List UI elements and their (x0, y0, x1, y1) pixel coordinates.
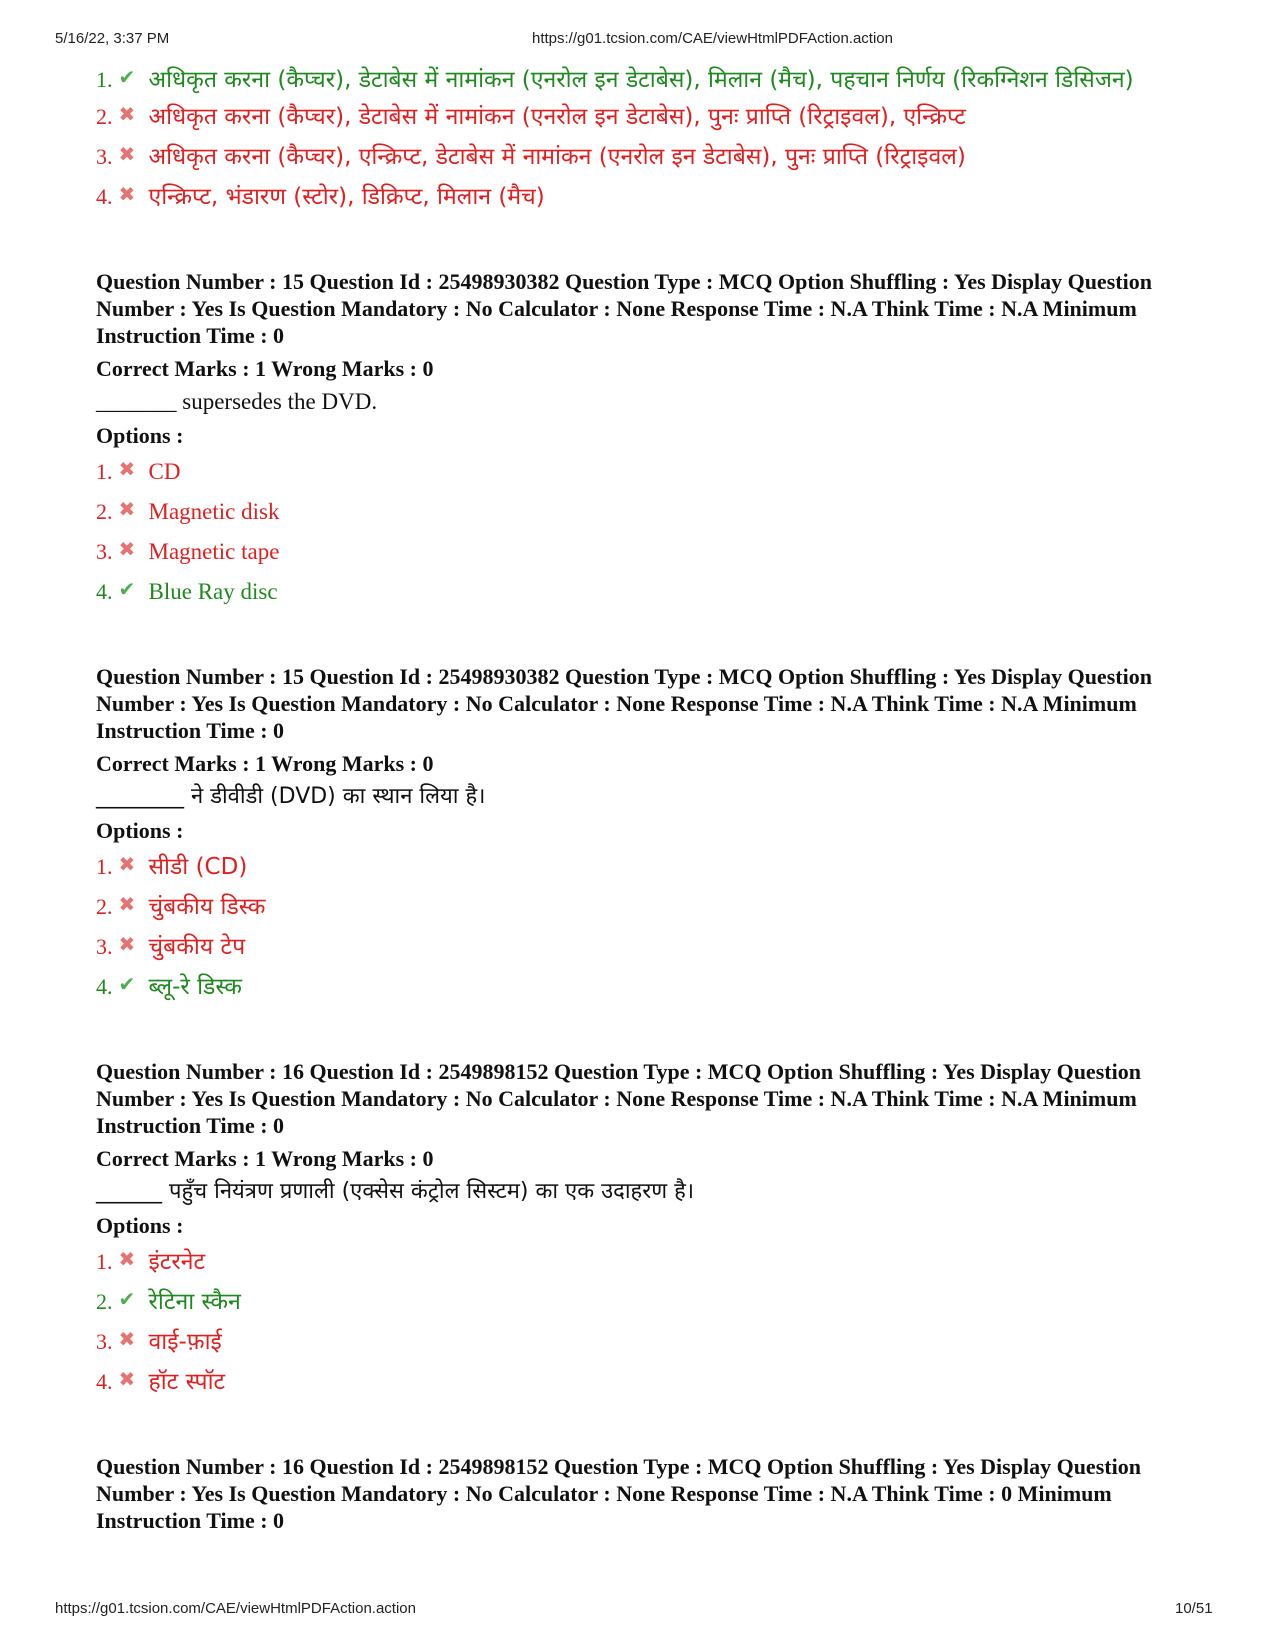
option-row (96, 926, 1206, 966)
option-number: 3. (96, 934, 113, 959)
option-number: 3. (96, 144, 113, 169)
option-text: इंटरनेट (148, 1249, 206, 1275)
option-row (96, 451, 1206, 491)
cross-icon: ✖ (118, 854, 136, 876)
cross-icon: ✖ (118, 1369, 136, 1391)
option-text: CD (148, 459, 181, 484)
option-row (96, 1241, 1206, 1281)
option-number: 1. (96, 67, 113, 92)
option-text: अधिकृत करना (कैप्चर), डेटाबेस में नामांकन (एनरोल इन डेटाबेस), मिलान (मैच), पहचान निर्णय (रिकग्निशन डिसिजन) (148, 67, 1134, 93)
option-number: 4. (96, 1369, 113, 1394)
option-row (96, 491, 1206, 531)
option-number: 2. (96, 499, 113, 524)
cross-icon: ✖ (118, 1329, 136, 1351)
question-marks: Correct Marks : 1 Wrong Marks : 0 (96, 751, 434, 776)
question-block (96, 268, 1206, 611)
option-number: 2. (96, 1289, 113, 1314)
question-meta: Question Number : 16 Question Id : 2549898152 Question Type : MCQ Option Shuffling : Yes Display Question Number : Yes Is Question Mandatory : No Calculator : None Response Time : N.A Think Time : 0 Minimum Instruction Time : 0 (96, 1454, 1141, 1533)
cross-icon: ✖ (118, 539, 136, 561)
cross-icon: ✖ (118, 459, 136, 481)
cross-icon: ✖ (118, 1249, 136, 1271)
option-text: अधिकृत करना (कैप्चर), डेटाबेस में नामांकन (एनरोल इन डेटाबेस), पुनः प्राप्ति (रिट्राइवल), एन्क्रिप्ट (148, 104, 966, 130)
option-number: 3. (96, 1329, 113, 1354)
question-meta: Question Number : 15 Question Id : 25498930382 Question Type : MCQ Option Shuffling : Yes Display Question Number : Yes Is Question Mandatory : No Calculator : None Response Time : N.A Think Time : N.A Minimum Instruction Time : 0 (96, 664, 1152, 743)
option-number: 4. (96, 184, 113, 209)
option-number: 4. (96, 974, 113, 999)
option-row (96, 966, 1206, 1006)
option-row (96, 846, 1206, 886)
options-label: Options : (96, 818, 184, 843)
option-row (96, 58, 1206, 96)
question-text: ________ ने डीवीडी (DVD) का स्थान लिया है। (96, 784, 486, 809)
question-text: ______ पहुँच नियंत्रण प्रणाली (एक्सेस कंट्रोल सिस्टम) का एक उदाहरण है। (96, 1179, 695, 1204)
option-number: 3. (96, 539, 113, 564)
print-url: https://g01.tcsion.com/CAE/viewHtmlPDFAction.action (532, 30, 893, 47)
option-number: 4. (96, 579, 113, 604)
option-text: चुंबकीय टेप (148, 934, 246, 960)
option-number: 2. (96, 894, 113, 919)
option-text: ब्लू-रे डिस्क (148, 974, 242, 1000)
option-row (96, 136, 1206, 176)
question-block (96, 1058, 1206, 1401)
option-text: Magnetic tape (148, 539, 280, 564)
option-row (96, 1281, 1206, 1321)
option-row (96, 571, 1206, 611)
question-marks: Correct Marks : 1 Wrong Marks : 0 (96, 1146, 434, 1171)
question-meta: Question Number : 16 Question Id : 2549898152 Question Type : MCQ Option Shuffling : Yes Display Question Number : Yes Is Question Mandatory : No Calculator : None Response Time : N.A Think Time : N.A Minimum Instruction Time : 0 (96, 1059, 1141, 1138)
print-datetime: 5/16/22, 3:37 PM (55, 30, 170, 47)
check-icon: ✔ (118, 1289, 136, 1311)
option-number: 1. (96, 854, 113, 879)
option-text: अधिकृत करना (कैप्चर), एन्क्रिप्ट, डेटाबेस में नामांकन (एनरोल इन डेटाबेस), पुनः प्राप्ति (रिट्राइवल) (148, 144, 966, 170)
option-text: Magnetic disk (148, 499, 280, 524)
question-meta: Question Number : 15 Question Id : 25498930382 Question Type : MCQ Option Shuffling : Yes Display Question Number : Yes Is Question Mandatory : No Calculator : None Response Time : N.A Think Time : N.A Minimum Instruction Time : 0 (96, 269, 1152, 348)
cross-icon: ✖ (118, 894, 136, 916)
option-text: सीडी (CD) (148, 854, 248, 880)
cross-icon: ✖ (118, 144, 136, 166)
option-text: Blue Ray disc (148, 579, 278, 604)
option-row (96, 176, 1206, 216)
option-text: वाई-फ़ाई (148, 1329, 222, 1355)
options-label: Options : (96, 1213, 184, 1238)
question-text: _______ supersedes the DVD. (96, 389, 378, 414)
option-text: रेटिना स्कैन (148, 1289, 241, 1315)
question-block (96, 663, 1206, 1006)
option-row (96, 886, 1206, 926)
check-icon: ✔ (118, 579, 136, 601)
option-row (96, 531, 1206, 571)
options-label: Options : (96, 423, 184, 448)
option-number: 1. (96, 1249, 113, 1274)
previous-question-options (96, 58, 1206, 216)
check-icon: ✔ (118, 67, 136, 89)
option-text: एन्क्रिप्ट, भंडारण (स्टोर), डिक्रिप्ट, मिलान (मैच) (148, 184, 545, 210)
question-block (96, 1453, 1206, 1534)
option-number: 2. (96, 104, 113, 129)
option-row (96, 1361, 1206, 1401)
cross-icon: ✖ (118, 184, 136, 206)
option-row (96, 96, 1206, 136)
page-number: 10/51 (1175, 1600, 1213, 1617)
question-marks: Correct Marks : 1 Wrong Marks : 0 (96, 356, 434, 381)
cross-icon: ✖ (118, 499, 136, 521)
page-content (96, 58, 1206, 1534)
option-text: चुंबकीय डिस्क (148, 894, 266, 920)
option-text: हॉट स्पॉट (148, 1369, 226, 1395)
cross-icon: ✖ (118, 104, 136, 126)
check-icon: ✔ (118, 974, 136, 996)
footer-url: https://g01.tcsion.com/CAE/viewHtmlPDFAction.action (55, 1600, 416, 1617)
option-number: 1. (96, 459, 113, 484)
option-row (96, 1321, 1206, 1361)
cross-icon: ✖ (118, 934, 136, 956)
